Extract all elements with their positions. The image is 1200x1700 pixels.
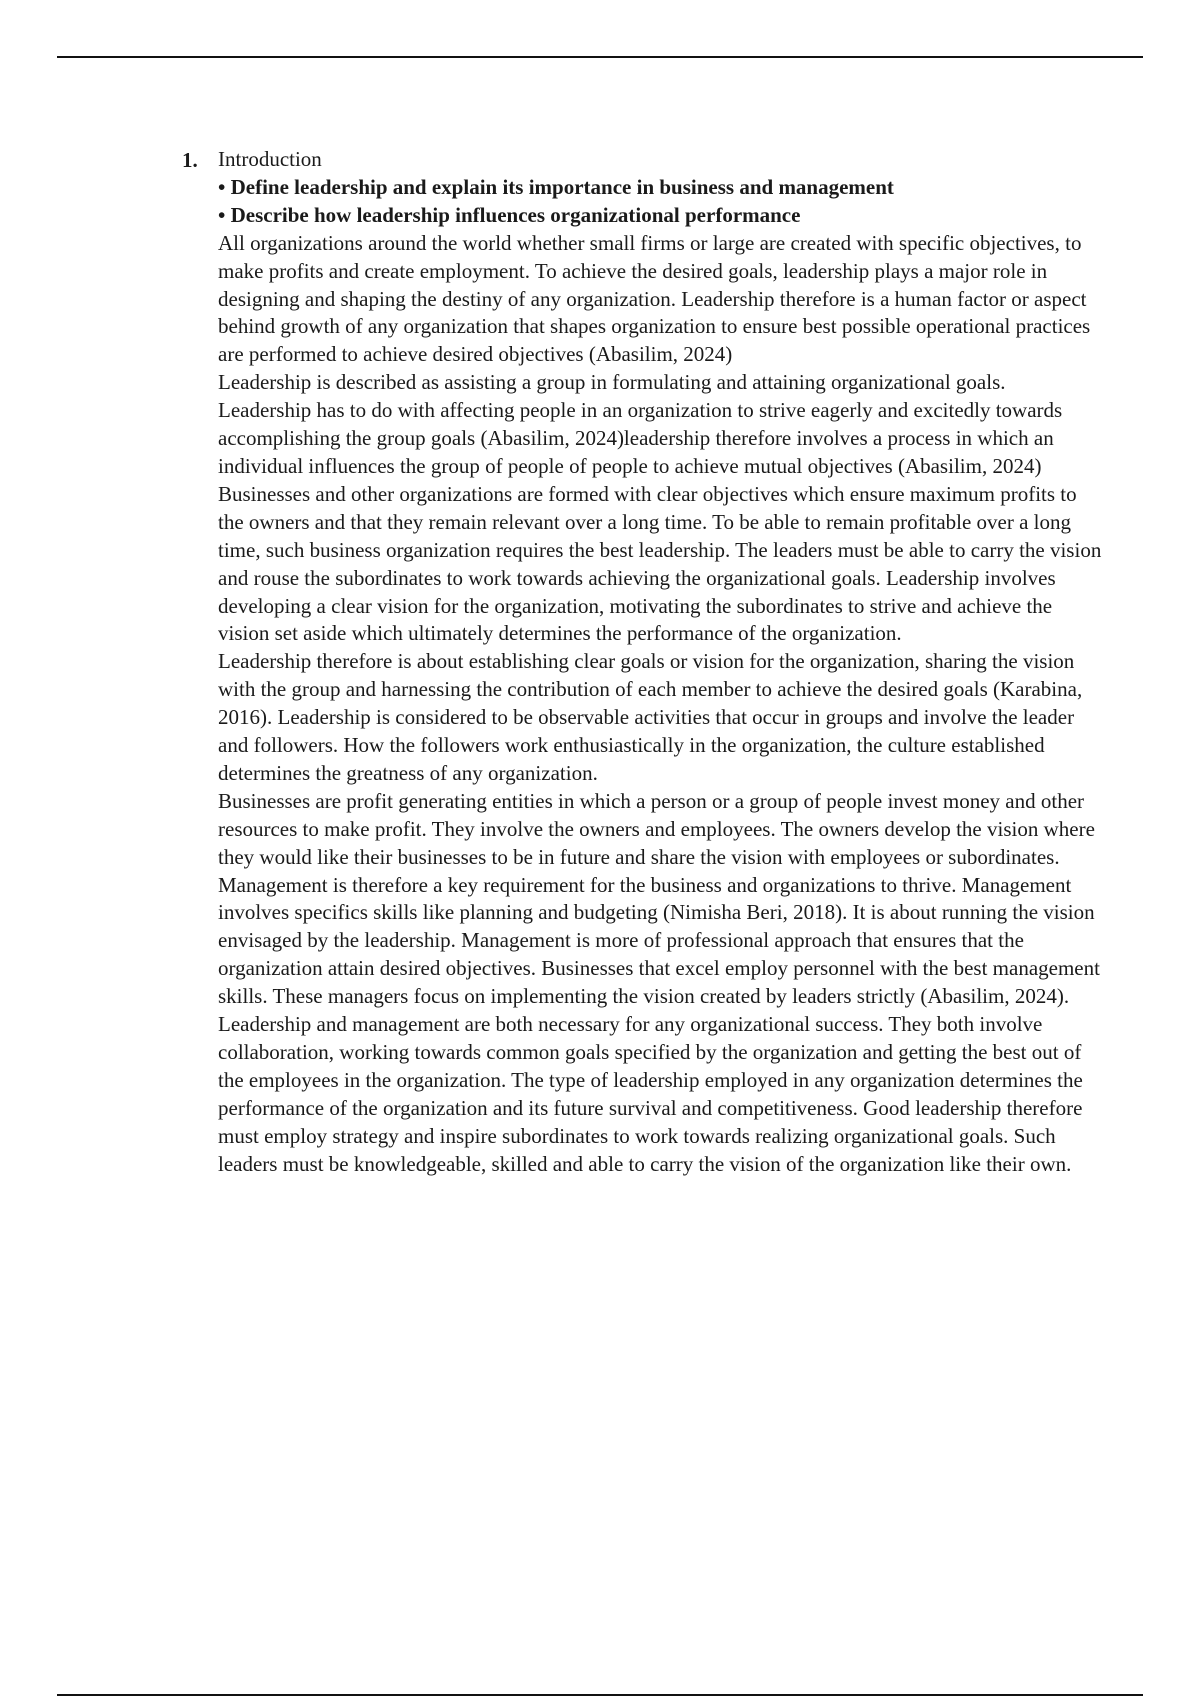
bullet-leadership-performance: • Describe how leadership influences organizational performance (218, 202, 801, 227)
paragraph: Businesses are profit generating entities in which a person or a group of people invest money and other resources to make profit. They involve the owners and employees. The owners develop the vision where they would like their businesses to be in future and share the vision with employees or subordinates. Management is therefore a key requirement for the business and organizations to thrive. Management involves specifics skills like planning and budgeting (Nimisha Beri, 2018). It is about running the vision envisaged by the leadership. Management is more of professional approach that ensures that the organization attain desired objectives. Businesses that excel employ personnel with the best management skills. These managers focus on implementing the vision created by leaders strictly (Abasilim, 2024). Leadership and management are both necessary for any organizational success. They both involve collaboration, working towards common goals specified by the organization and getting the best out of the employees in the organization. The type of leadership employed in any organization determines the performance of the organization and its future survival and competitiveness. Good leadership therefore must employ strategy and inspire subordinates to work towards realizing organizational goals. Such leaders must be knowledgeable, skilled and able to carry the vision of the organization like their own. (218, 788, 1100, 1176)
list-number: 1. (182, 148, 198, 172)
header-rule (57, 56, 1143, 58)
paragraph: Leadership therefore is about establishing clear goals or vision for the organization, sharing the vision with the group and harnessing the contribution of each member to achieve the desired goals (Karabina, 2016). Leadership is considered to be observable activities that occur in groups and involve the leader and followers. How the followers work enthusiastically in the organization, the culture established determines the greatness of any organization. (218, 649, 1083, 785)
paragraph: All organizations around the world whether small firms or large are created with specific objectives, to make profits and create employment. To achieve the desired goals, leadership plays a major role in designing and shaping the destiny of any organization. Leadership therefore is a human factor or aspect behind growth of any organization that shapes organization to ensure best possible operational practices are performed to achieve desired objectives (Abasilim, 2024) (218, 230, 1091, 367)
paragraph: Businesses and other organizations are formed with clear objectives which ensure maximum profits to the owners and that they remain relevant over a long time. To be able to remain profitable over a long time, such business organization requires the best leadership. The leaders must be able to carry the vision and rouse the subordinates to work towards achieving the organizational goals. Leadership involves developing a clear vision for the organization, motivating the subordinates to strive and achieve the vision set aside which ultimately determines the performance of the organization. (218, 481, 1102, 646)
paragraph: Leadership is described as assisting a group in formulating and attaining organizational goals. Leadership has to do with affecting people in an organization to strive eagerly and excitedly towards accomplishing the group goals (Abasilim, 2024)leadership therefore involves a process in which an individual influences the group of people of people to achieve mutual objectives (Abasilim, 2024) (218, 370, 1063, 478)
bullet-define-leadership: • Define leadership and explain its importance in business and management (218, 174, 894, 199)
section-heading: Introduction (218, 147, 322, 171)
footer-rule (57, 1694, 1143, 1696)
list-item-content (218, 146, 1102, 1179)
